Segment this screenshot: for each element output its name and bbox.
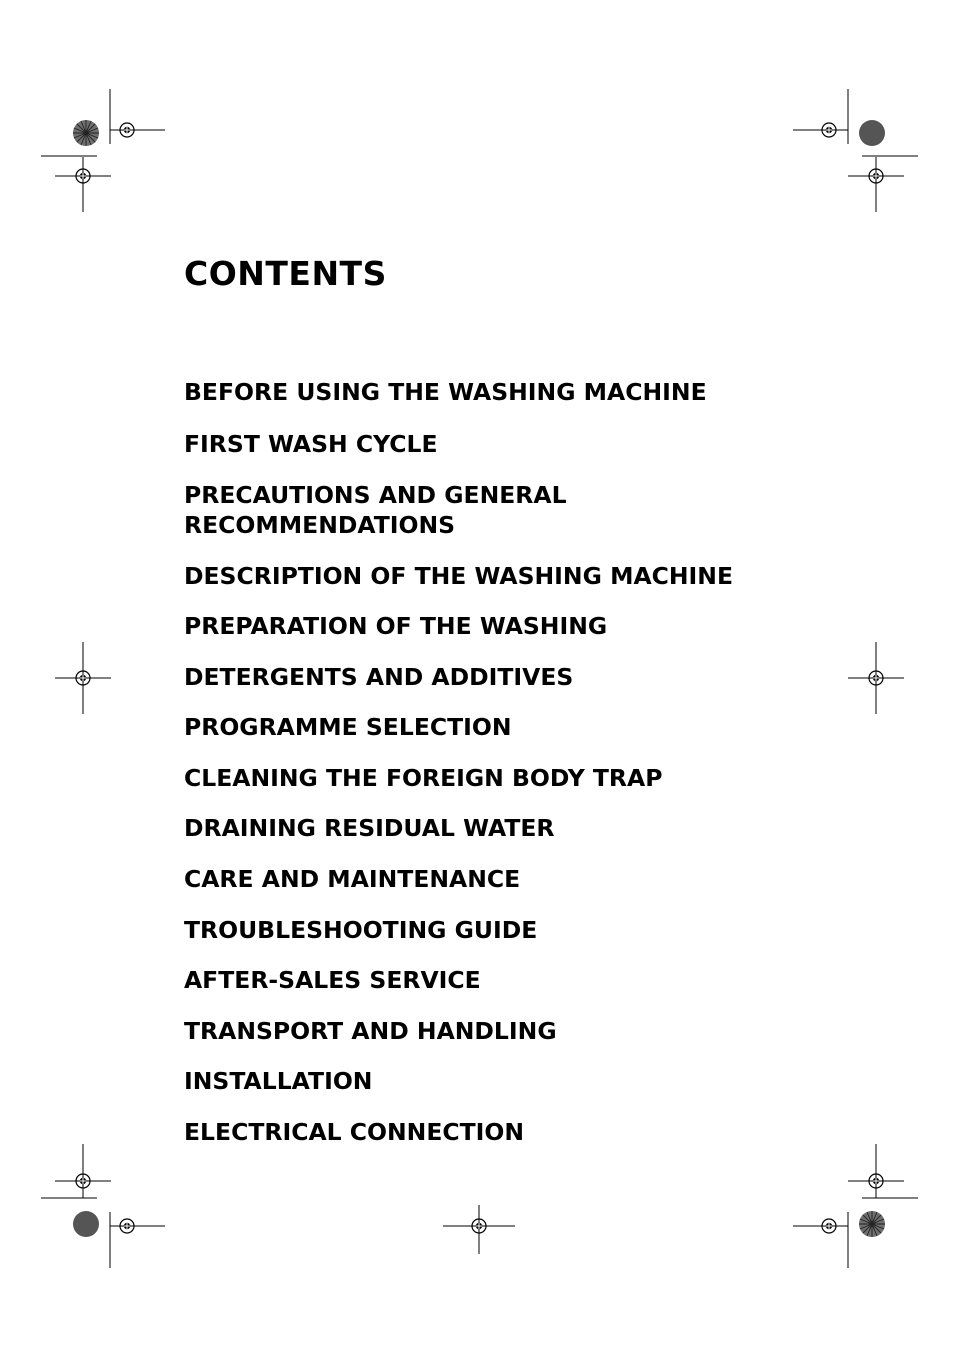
color-bar-icon <box>859 1211 885 1237</box>
color-bar-icon <box>73 1211 99 1237</box>
color-bar-icon <box>73 120 99 146</box>
toc-item-label: PROGRAMME SELECTION <box>184 713 512 741</box>
toc-item-label: PRECAUTIONS AND GENERAL <box>184 481 567 509</box>
page-title: CONTENTS <box>184 254 387 293</box>
crop-mark <box>793 1144 918 1268</box>
toc-item-label: DESCRIPTION OF THE WASHING MACHINE <box>184 562 734 590</box>
toc-item-label: CLEANING THE FOREIGN BODY TRAP <box>184 764 663 792</box>
toc-item-label: RECOMMENDATIONS <box>184 511 456 539</box>
toc-item-label: CARE AND MAINTENANCE <box>184 865 521 893</box>
crop-mark <box>443 1205 515 1254</box>
toc-item-label: AFTER-SALES SERVICE <box>184 966 481 994</box>
toc-item-label: TROUBLESHOOTING GUIDE <box>184 916 538 944</box>
toc-item-label: TRANSPORT AND HANDLING <box>184 1017 557 1045</box>
toc-item-label: DETERGENTS AND ADDITIVES <box>184 663 574 691</box>
toc-item-label: ELECTRICAL CONNECTION <box>184 1118 525 1146</box>
toc-item-label: FIRST WASH CYCLE <box>184 430 438 458</box>
crop-mark <box>41 89 165 212</box>
toc-item-label: INSTALLATION <box>184 1067 373 1095</box>
toc-item-label: DRAINING RESIDUAL WATER <box>184 814 555 842</box>
toc-item-label: BEFORE USING THE WASHING MACHINE <box>184 378 707 406</box>
crop-mark <box>41 1144 165 1268</box>
toc-item-label: PREPARATION OF THE WASHING <box>184 612 608 640</box>
color-bar-icon <box>859 120 885 146</box>
crop-mark <box>793 89 918 212</box>
